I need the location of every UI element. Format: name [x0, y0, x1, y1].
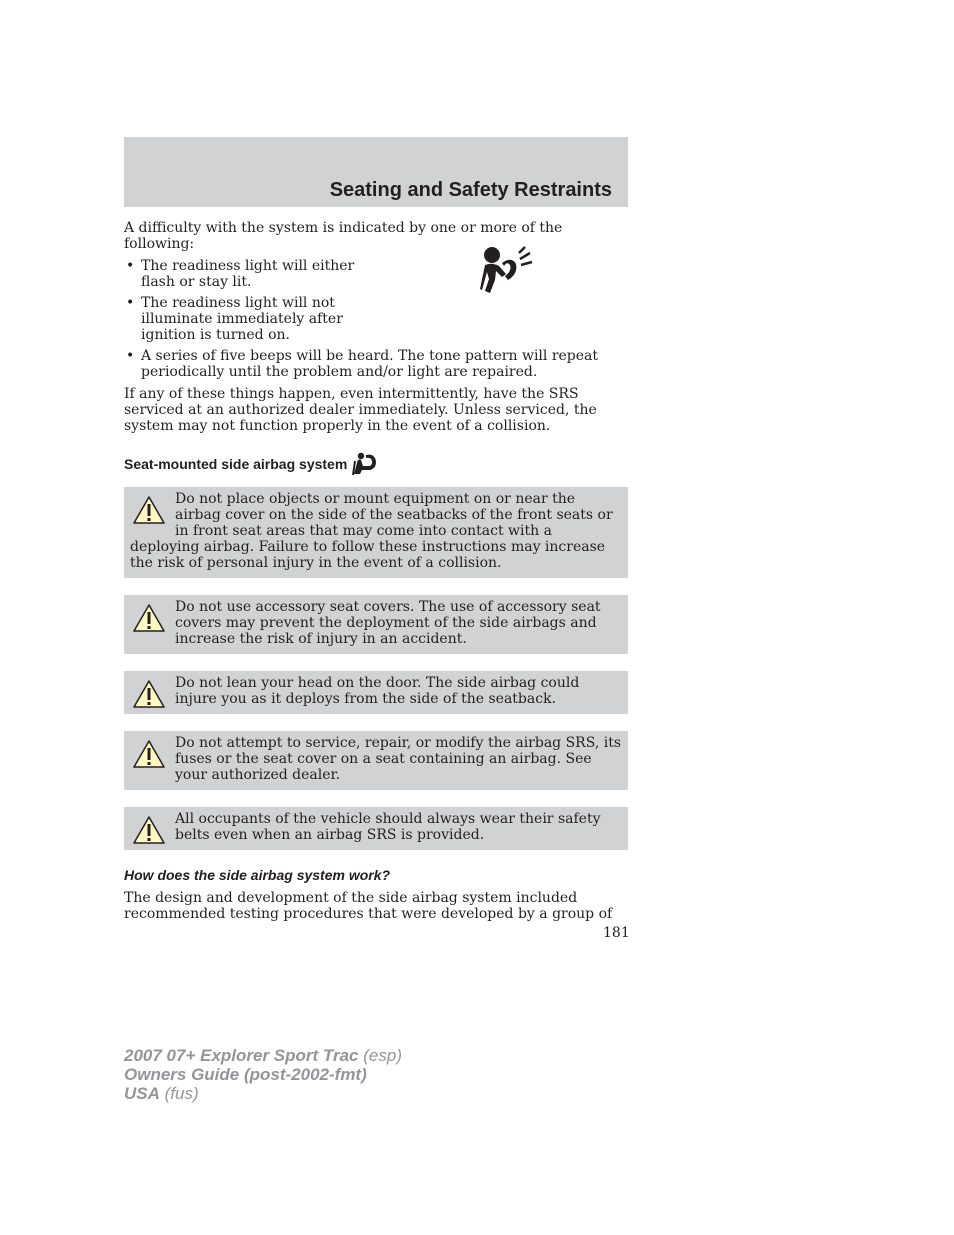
warning-triangle-icon — [132, 739, 166, 769]
header-band — [124, 137, 628, 207]
section-heading — [124, 452, 628, 476]
warning-box — [124, 671, 628, 714]
warning-box — [124, 807, 628, 850]
footer-line — [124, 1084, 402, 1103]
footer-lang: (esp) — [363, 1046, 402, 1065]
list-item: • The readiness light will not illuminate immediately after ignition is turned on. — [124, 295, 356, 343]
warning-triangle-icon — [132, 679, 166, 709]
warning-triangle-icon — [132, 603, 166, 633]
airbag-warning-icon — [480, 246, 534, 294]
warning-text: Do not place objects or mount equipment on or near the airbag cover on the side of the seatbacks of the front seats or in front seat areas that may come into contact with a deploying airbag. Failure to follow these instructions may increase the risk of personal injury in the event of a collision. — [130, 491, 613, 571]
srs-service-paragraph: If any of these things happen, even intermittently, have the SRS serviced at an authorized dealer immediately. Unless serviced, the system may not function properly in the event of a collision. — [124, 386, 597, 434]
intro-text: A difficulty with the system is indicated by one or more of the following: — [124, 220, 563, 252]
warning-text: Do not lean your head on the door. The side airbag could injure you as it deploys from the side of the seatback. — [175, 675, 580, 707]
footer-market-code: (fus) — [164, 1084, 199, 1103]
subheading: How does the side airbag system work? — [124, 867, 391, 883]
warning-text: Do not attempt to service, repair, or modify the airbag SRS, its fuses or the seat cover on a seat containing an airbag. See your authorized dealer. — [175, 735, 622, 783]
footer-line — [124, 1065, 402, 1084]
side-airbag-icon — [350, 452, 378, 476]
footer-line — [124, 1046, 402, 1065]
warning-list — [124, 487, 628, 850]
warning-box — [124, 595, 628, 654]
section-heading-text: Seat-mounted side airbag system — [124, 456, 348, 472]
warning-text: Do not use accessory seat covers. The use of accessory seat covers may prevent the deployment of the side airbags and increase the risk of injury in an accident. — [175, 599, 601, 647]
warning-triangle-icon — [132, 495, 166, 525]
document-footer — [124, 1046, 402, 1103]
warning-triangle-icon — [132, 815, 166, 845]
page-title: Seating and Safety Restraints — [329, 179, 612, 201]
indicator-list — [124, 258, 628, 380]
list-item: • The readiness light will either flash or stay lit. — [124, 258, 356, 290]
page-number: 181 — [603, 925, 630, 941]
footer-guide: Owners Guide (post-2002-fmt) — [124, 1065, 367, 1084]
footer-model: 2007 07+ Explorer Sport Trac — [124, 1046, 359, 1065]
closing-paragraph: The design and development of the side airbag system included recommended testing procedures that were developed by a group of — [124, 890, 613, 922]
page-content — [124, 220, 628, 922]
list-item: • A series of five beeps will be heard. The tone pattern will repeat periodically until the problem and/or light are repaired. — [124, 348, 628, 380]
warning-box — [124, 731, 628, 790]
warning-box — [124, 487, 628, 578]
footer-market: USA — [124, 1084, 160, 1103]
warning-text: All occupants of the vehicle should always wear their safety belts even when an airbag SRS is provided. — [175, 811, 601, 843]
